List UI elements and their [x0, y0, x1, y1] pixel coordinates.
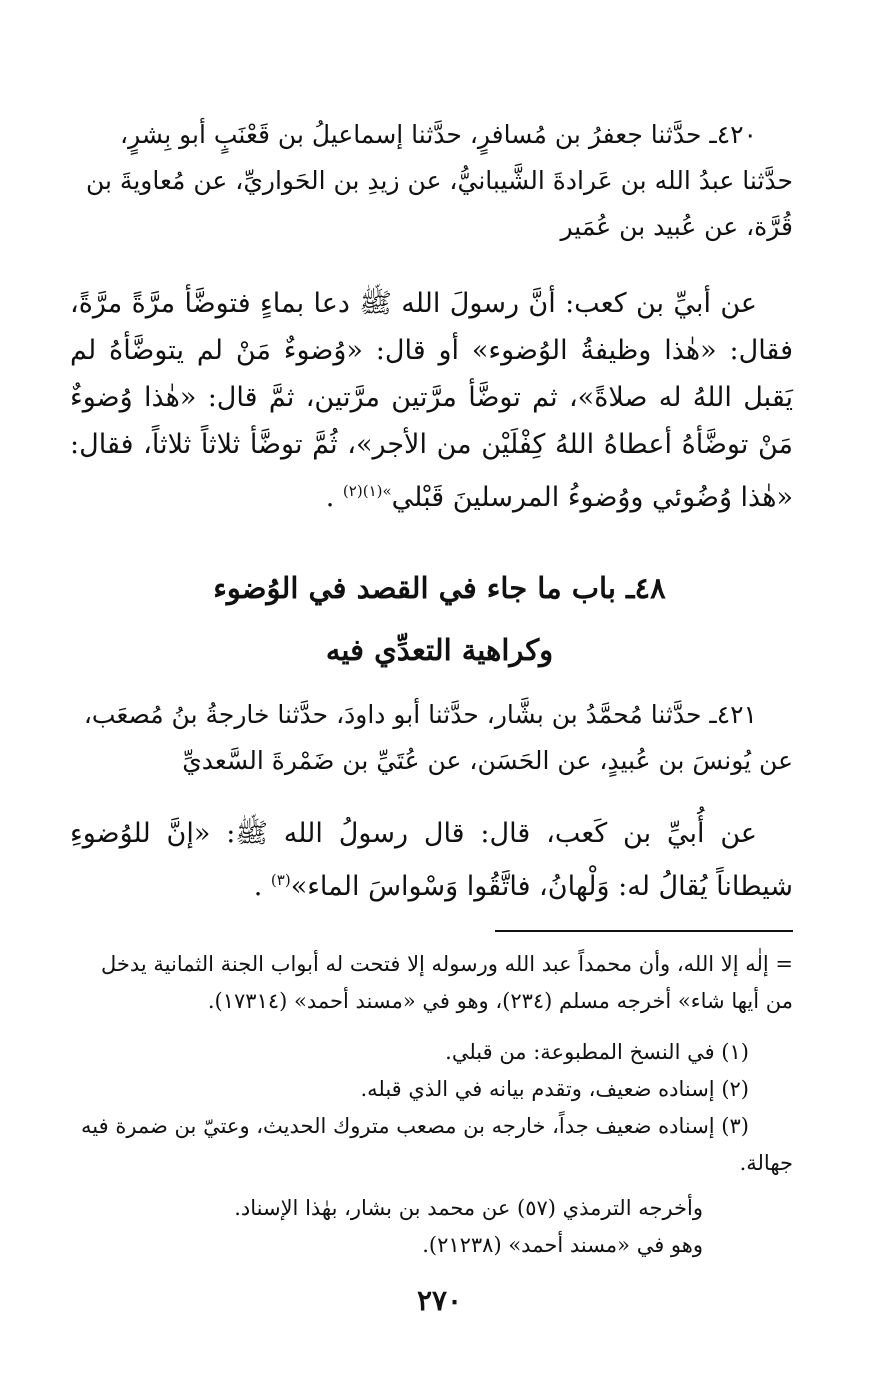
footnote-1: (١) في النسخ المطبوعة: من قبلي.	[445, 1040, 749, 1064]
footnote-2: (٢) إسناده ضعيف، وتقدم بيانه في الذي قبله.	[360, 1077, 749, 1101]
footnote-3-tirmidhi: وأخرجه الترمذي (٥٧) عن محمد بن بشار، بهٰذا الإسناد.	[234, 1196, 703, 1220]
page-number: ٢٧٠	[416, 1284, 463, 1317]
chapter-heading-line2: وكراهية التعدِّي فيه	[325, 633, 554, 667]
hadith-421-footnote-mark: (٣)	[270, 871, 291, 889]
hadith-420-footnote-marks: »(١)(٢)	[342, 482, 392, 500]
hadith-421-matn	[70, 810, 793, 910]
hadith-420-isnad: ٤٢٠ـ حدَّثنا جعفرُ بن مُسافرٍ، حدَّثنا إسماعيلُ بن قَعْنَبٍ أبو بِشرٍ، حدَّثنا عبدُ الله بن عَرادةَ الشَّيبانيُّ، عن زيدِ بن الحَواريِّ، عن مُعاويةَ بن قُرَّة، عن عُبيد بن عُمَير	[86, 120, 793, 241]
footnote-3-ahmad: وهو في «مسند أحمد» (٢١٢٣٨).	[422, 1233, 703, 1257]
hadith-421-matn-text: عن أُبيِّ بن كَعب، قال: قال رسولُ الله ﷺ: «إنَّ للوُضوءِ شيطاناً يُقالُ له: وَلْهانُ، فاتَّقُوا وَسْواسَ الماء»	[70, 818, 793, 902]
hadith-421-isnad: ٤٢١ـ حدَّثنا مُحمَّدُ بن بشَّار، حدَّثنا أبو داودَ، حدَّثنا خارجةُ بنُ مُصعَب، عن يُونسَ بن عُبيدٍ، عن الحَسَن، عن عُتَيِّ بن ضَمْرةَ السَّعديِّ	[83, 700, 793, 775]
hadith-420-matn	[70, 280, 793, 521]
footnote-3: (٣) إسناده ضعيف جداً، خارجه بن مصعب متروك الحديث، وعتيّ بن ضمرة فيه جهالة.	[81, 1114, 793, 1175]
footnote-separator	[495, 930, 793, 932]
hadith-420-end: .	[325, 482, 343, 513]
hadith-420-matn-text: عن أبيِّ بن كعب: أنَّ رسولَ الله ﷺ دعا بماءٍ فتوضَّأ مرَّةً مرَّةً، فقال: «هٰذا وظيفةُ الوُضوء» أو قال: «وُضوءٌ مَنْ لم يتوضَّأهُ لم يَقبل اللهُ له صلاةً»، ثم توضَّأ مرَّتين مرَّتين، ثمَّ قال: «هٰذا وُضوءٌ مَنْ توضَّأهُ أعطاهُ اللهُ كِفْلَيْن من الأجر»، ثُمَّ توضَّأ ثلاثاً ثلاثاً، فقال: «هٰذا وُضُوئي ووُضوءُ المرسلينَ قَبْلي	[70, 288, 793, 513]
chapter-heading-line1: ٤٨ـ باب ما جاء في القصد في الوُضوء	[213, 571, 666, 605]
footnote-continued: = إلٰه إلا الله، وأن محمداً عبد الله ورسوله إلا فتحت له أبواب الجنة الثمانية يدخل من أيها شاء» أخرجه مسلم (٢٣٤)، وهو في «مسند أحمد» (١٧٣١٤).	[100, 952, 793, 1013]
hadith-421-end: .	[253, 871, 271, 902]
